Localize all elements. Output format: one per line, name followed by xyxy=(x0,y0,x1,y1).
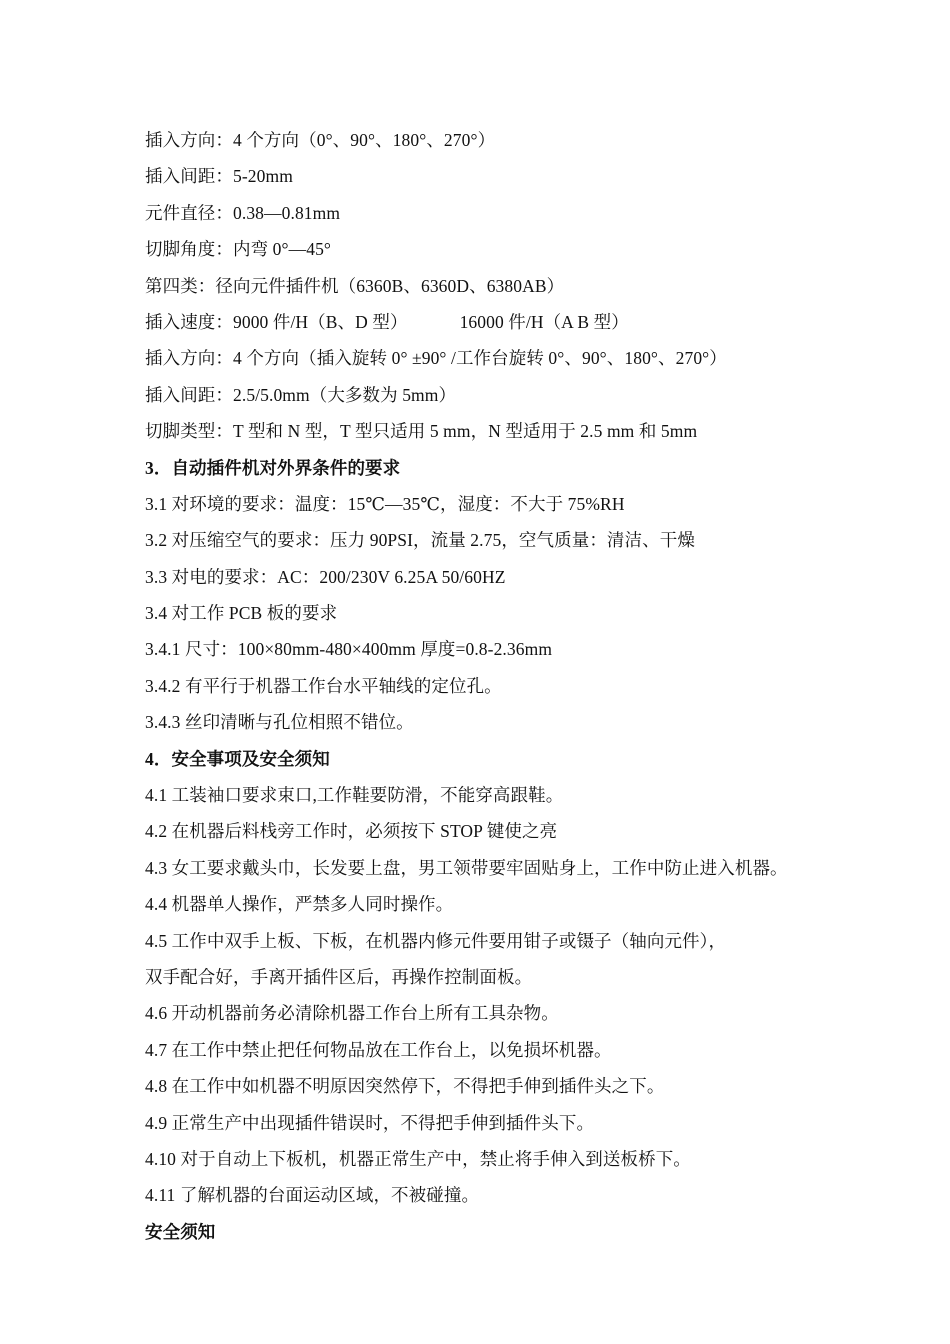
text-line: 3.1 对环境的要求：温度：15℃—35℃，湿度：不大于 75%RH xyxy=(145,493,625,514)
safety-notice-heading: 安全须知 xyxy=(145,1221,216,1242)
text-line: 3.4 对工作 PCB 板的要求 xyxy=(145,603,338,624)
text-line: 3.4.3 丝印清晰与孔位相照不错位。 xyxy=(145,712,414,733)
text-line: 双手配合好，手离开插件区后，再操作控制面板。 xyxy=(145,966,533,987)
text-line: 4.7 在工作中禁止把任何物品放在工作台上，以免损坏机器。 xyxy=(145,1039,612,1060)
speed-bd: 插入速度：9000 件/H（B、D 型） xyxy=(145,311,408,332)
text-line: 插入间距：2.5/5.0mm（大多数为 5mm） xyxy=(145,384,457,405)
speed-ab: 16000 件/H（A B 型） xyxy=(459,311,629,332)
text-line: 插入方向：4 个方向（插入旋转 0° ±90° /工作台旋转 0°、90°、180°、270°） xyxy=(145,348,727,369)
text-line: 切脚角度：内弯 0°—45° xyxy=(145,239,332,260)
text-line: 4.4 机器单人操作，严禁多人同时操作。 xyxy=(145,894,454,915)
text-line: 4.5 工作中双手上板、下板，在机器内修元件要用钳子或镊子（轴向元件）， xyxy=(145,930,727,951)
text-line: 4.1 工装袖口要求束口,工作鞋要防滑，不能穿高跟鞋。 xyxy=(145,785,564,806)
text-line: 4.10 对于自动上下板机，机器正常生产中，禁止将手伸入到送板桥下。 xyxy=(145,1148,691,1169)
text-line: 4.8 在工作中如机器不明原因突然停下，不得把手伸到插件头之下。 xyxy=(145,1076,665,1097)
text-line: 3.4.1 尺寸：100×80mm-480×400mm 厚度=0.8-2.36mm xyxy=(145,639,553,660)
text-line: 插入方向：4 个方向（0°、90°、180°、270°） xyxy=(145,130,496,150)
text-line: 3.3 对电的要求：AC：200/230V 6.25A 50/60HZ xyxy=(145,566,506,587)
insert-speed-line xyxy=(145,304,925,340)
text-line: 切脚类型：T 型和 N 型，T 型只适用 5 mm，N 型适用于 2.5 mm 和 5mm xyxy=(145,421,698,442)
text-line: 4.3 女工要求戴头巾，长发要上盘，男工领带要牢固贴身上，工作中防止进入机器。 xyxy=(145,857,788,878)
text-line: 3.4.2 有平行于机器工作台水平轴线的定位孔。 xyxy=(145,675,502,696)
text-line: 4.9 正常生产中出现插件错误时，不得把手伸到插件头下。 xyxy=(145,1112,595,1133)
text-line: 4.6 开动机器前务必清除机器工作台上所有工具杂物。 xyxy=(145,1003,559,1024)
text-line: 元件直径：0.38—0.81mm xyxy=(145,202,341,223)
text-line: 插入间距：5-20mm xyxy=(145,166,293,187)
text-line: 3.2 对压缩空气的要求：压力 90PSI，流量 2.75，空气质量：清洁、干燥 xyxy=(145,530,695,551)
text-line: 4.11 了解机器的台面运动区域，不被碰撞。 xyxy=(145,1185,480,1206)
section-heading-3: 3．自动插件机对外界条件的要求 xyxy=(145,457,401,478)
document-body xyxy=(145,122,925,1250)
section-heading-4: 4．安全事项及安全须知 xyxy=(145,748,330,769)
text-line: 4.2 在机器后料栈旁工作时，必须按下 STOP 键使之亮 xyxy=(145,821,558,842)
text-line: 第四类：径向元件插件机（6360B、6360D、6380AB） xyxy=(145,275,565,296)
